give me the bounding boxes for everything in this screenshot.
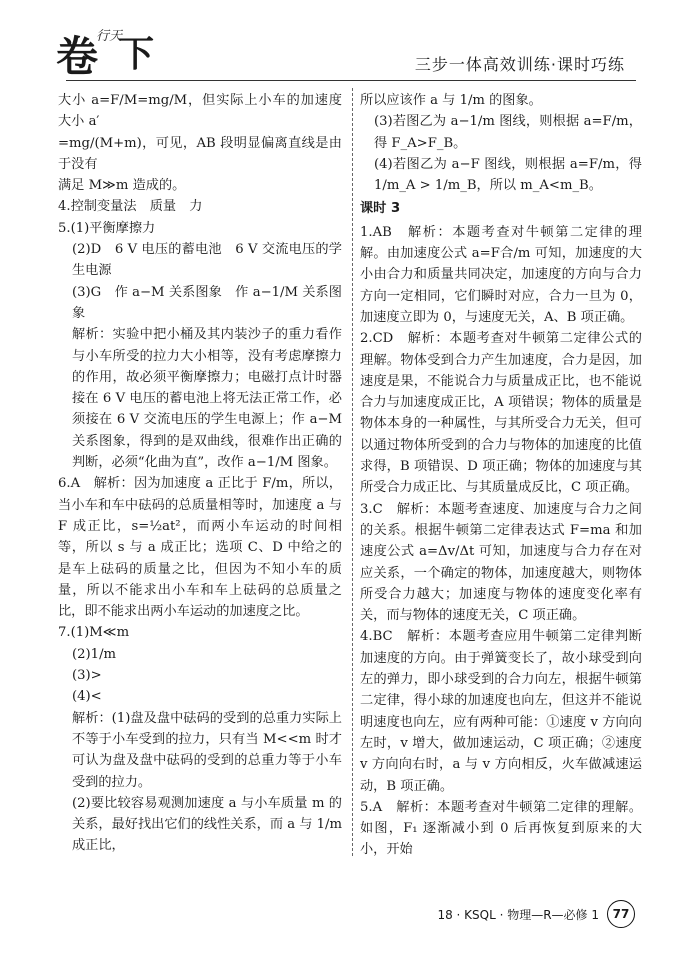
answer-item: 6.A 解析：因为加速度 a 正比于 F/m，所以，当小车和车中砝码的总质量相等时，加速度 a 与 F 成正比，s=½at²，而两小车运动的时间相等，所以 s 与 a 成正比；选项 C、D 中给之的是车上砝码的质量之比，但因为不知小车的质量，所以不能求出小车和车上砝码的总质量之比，即不能求出两小车运动的加速度之比。 bbox=[58, 476, 342, 620]
lesson-heading: 课时 3 bbox=[360, 201, 401, 217]
logo-main: 卷 bbox=[56, 32, 99, 81]
answer-item: 3.C 解析：本题考查速度、加速度与合力之间的关系。根据牛顿第二定律表达式 F=ma 和加速度公式 a=Δv/Δt 可知，加速度与合力存在对应关系，一个确定的物体，加速度越大，则物体所受合力越大；加速度与物体的速度变化率有关，而与物体的速度无关，C 项正确。 bbox=[360, 501, 642, 624]
answer-text: (3)> bbox=[72, 668, 102, 684]
answer-text: (3)G 作 a−M 关系图象 作 a−1/M 关系图象 bbox=[72, 284, 342, 321]
answer-text: 满足 M≫m 造成的。 bbox=[58, 178, 186, 194]
answer-text: =mg/(M+m)，可见，AB 段明显偏离直线是由于没有 bbox=[58, 135, 342, 172]
page-footer bbox=[437, 900, 635, 928]
answer-text: (2)1/m bbox=[72, 646, 117, 662]
answer-item: 1.AB 解析：本题考查对牛顿第二定律的理解。由加速度公式 a=F合/m 可知，加速度的大小由合力和质量共同决定，加速度的方向与合力方向一定相同，它们瞬时对应，合力一旦为 0，加速度立即为 0，与速度无关，A、B 项正确。 bbox=[360, 224, 642, 325]
logo-sub: 行天 bbox=[96, 29, 123, 44]
answer-text: 大小 a=F/M=mg/M，但实际上小车的加速度大小 a′ bbox=[58, 93, 342, 130]
answer-item: 7.(1)M≪m bbox=[58, 625, 130, 641]
answer-text: (4)< bbox=[72, 689, 102, 705]
page-header bbox=[0, 0, 675, 84]
column-divider bbox=[352, 88, 353, 856]
answer-text: (2)D 6 V 电压的蓄电池 6 V 交流电压的学生电源 bbox=[72, 242, 342, 279]
footer-code: 18 · KSQL · 物理—R—必修 1 bbox=[437, 907, 599, 922]
explanation: 解析：实验中把小桶及其内装沙子的重力看作与小车所受的拉力大小相等，没有考虑摩擦力的作用，故必须平衡摩擦力；电磁打点计时器接在 6 V 电压的蓄电池上将无法正常工作，必须接在 6 V 交流电压的学生电源上；作 a−M 关系图象，得到的是双曲线，很难作出正确的判断，必须“化曲为直”，改作 a−1/M 图象。 bbox=[72, 327, 342, 471]
left-column bbox=[58, 90, 342, 857]
explanation: 解析：(1)盘及盘中砝码的受到的总重力实际上不等于小车受到的拉力，只有当 M<<m 时才可认为盘及盘中砝码的受到的总重力等于小车受到的拉力。 bbox=[72, 710, 342, 790]
page-number: 77 bbox=[607, 900, 635, 928]
answer-item: 5.(1)平衡摩擦力 bbox=[58, 220, 156, 236]
answer-item: 4.控制变量法 质量 力 bbox=[58, 199, 203, 215]
answer-text: (3)若图乙为 a−1/m 图线，则根据 a=F/m，得 F_A>F_B。 bbox=[374, 114, 642, 151]
header-rule bbox=[66, 80, 636, 81]
logo-end: 下 bbox=[118, 33, 155, 75]
answer-item: 2.CD 解析：本题考查对牛顿第二定律公式的理解。物体受到合力产生加速度，合力是因，加速度是果，不能说合力与质量成正比，也不能说合力与加速度成正比，A 项错误；物体的质量是物体本身的一种属性，与其所受合力无关，但可以通过物体所受到的合力与物体的加速度的比值求得，B 项错误、D 项正确；物体的加速度与其所受合力成正比、与其质量成反比，C 项正确。 bbox=[360, 331, 642, 496]
header-title: 三步一体高效训练·课时巧练 bbox=[414, 55, 625, 74]
answer-text: 所以应该作 a 与 1/m 的图象。 bbox=[360, 93, 542, 108]
right-column bbox=[360, 90, 642, 861]
answer-text: (4)若图乙为 a−F 图线，则根据 a=F/m，得 1/m_A > 1/m_B，所以 m_A<m_B。 bbox=[374, 156, 642, 194]
answer-item: 4.BC 解析：本题考查应用牛顿第二定律判断加速度的方向。由于弹簧变长了，故小球受到向左的弹力，即小球受到的合力向左，根据牛顿第二定律，得小球的加速度也向左，但这并不能说明速度也向左，应有两种可能：①速度 v 方向向左时，v 增大，做加速运动，C 项正确；②速度 v 方向向右时，a 与 v 方向相反，火车做减速运动，B 项正确。 bbox=[360, 629, 642, 794]
answer-item: 5.A 解析：本题考查对牛顿第二定律的理解。如图，F₁ 逐渐减小到 0 后再恢复到原来的大小，开始 bbox=[360, 799, 642, 858]
explanation: (2)要比较容易观测加速度 a 与小车质量 m 的关系，最好找出它们的线性关系，而 a 与 1/m 成正比， bbox=[72, 795, 342, 854]
